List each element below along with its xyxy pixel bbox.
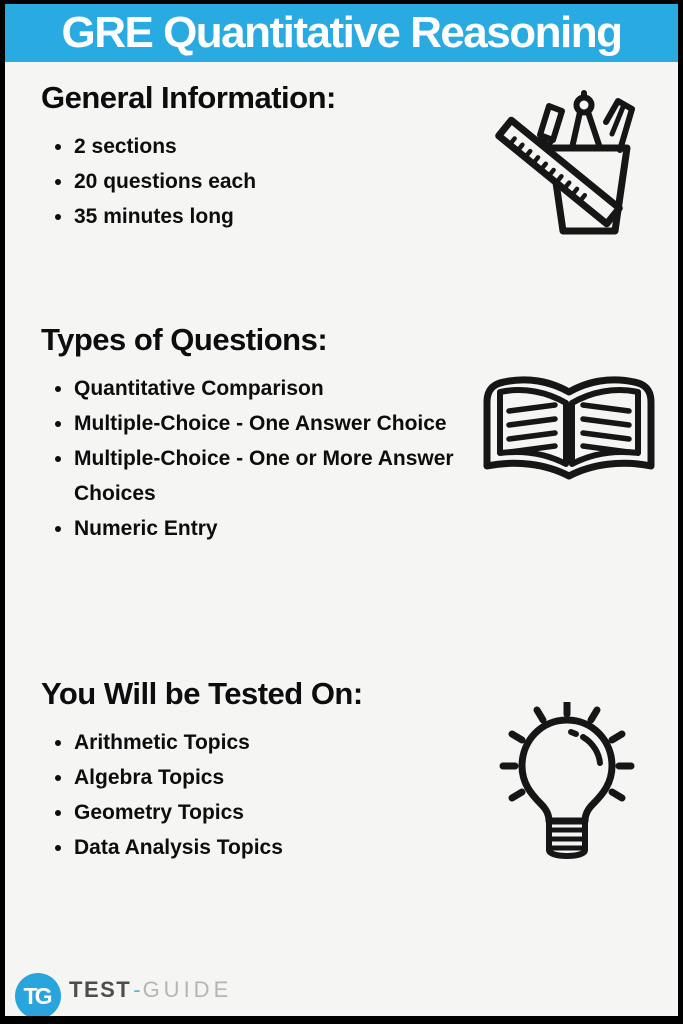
list-item: • 35 minutes long xyxy=(74,199,336,234)
question-types-list xyxy=(41,371,466,546)
test-guide-logo xyxy=(15,973,61,1019)
list-item: • Arithmetic Topics xyxy=(74,725,363,760)
section-tested-on xyxy=(41,676,363,865)
lightbulb-icon xyxy=(492,702,642,872)
list-item: • Quantitative Comparison xyxy=(74,371,466,406)
list-item: • Geometry Topics xyxy=(74,795,363,830)
list-item: • 2 sections xyxy=(74,129,336,164)
general-information-list xyxy=(41,129,336,234)
section-heading: You Will be Tested On: xyxy=(41,676,363,711)
brand-test: TEST xyxy=(69,977,132,1002)
open-book-icon xyxy=(478,364,660,488)
tested-topics-list xyxy=(41,725,363,865)
section-heading: Types of Questions: xyxy=(41,322,328,357)
brand-wordmark xyxy=(69,977,232,1003)
footer xyxy=(5,964,678,1016)
list-item: • Data Analysis Topics xyxy=(74,830,363,865)
header-banner xyxy=(5,4,678,62)
section-general-information xyxy=(41,80,336,234)
brand-separator: - xyxy=(133,977,141,1002)
drafting-tools-cup-icon xyxy=(489,90,639,240)
list-item: • Multiple-Choice - One or More Answer Choices xyxy=(74,441,466,511)
section-heading: General Information: xyxy=(41,80,336,115)
list-item: • Multiple-Choice - One Answer Choice xyxy=(74,406,466,441)
page-title: GRE Quantitative Reasoning xyxy=(61,8,622,57)
logo-monogram: TG xyxy=(23,982,50,1009)
brand-guide: GUIDE xyxy=(142,977,233,1002)
section-types-of-questions xyxy=(41,322,466,546)
list-item: • Algebra Topics xyxy=(74,760,363,795)
list-item: • Numeric Entry xyxy=(74,511,466,546)
list-item: • 20 questions each xyxy=(74,164,336,199)
